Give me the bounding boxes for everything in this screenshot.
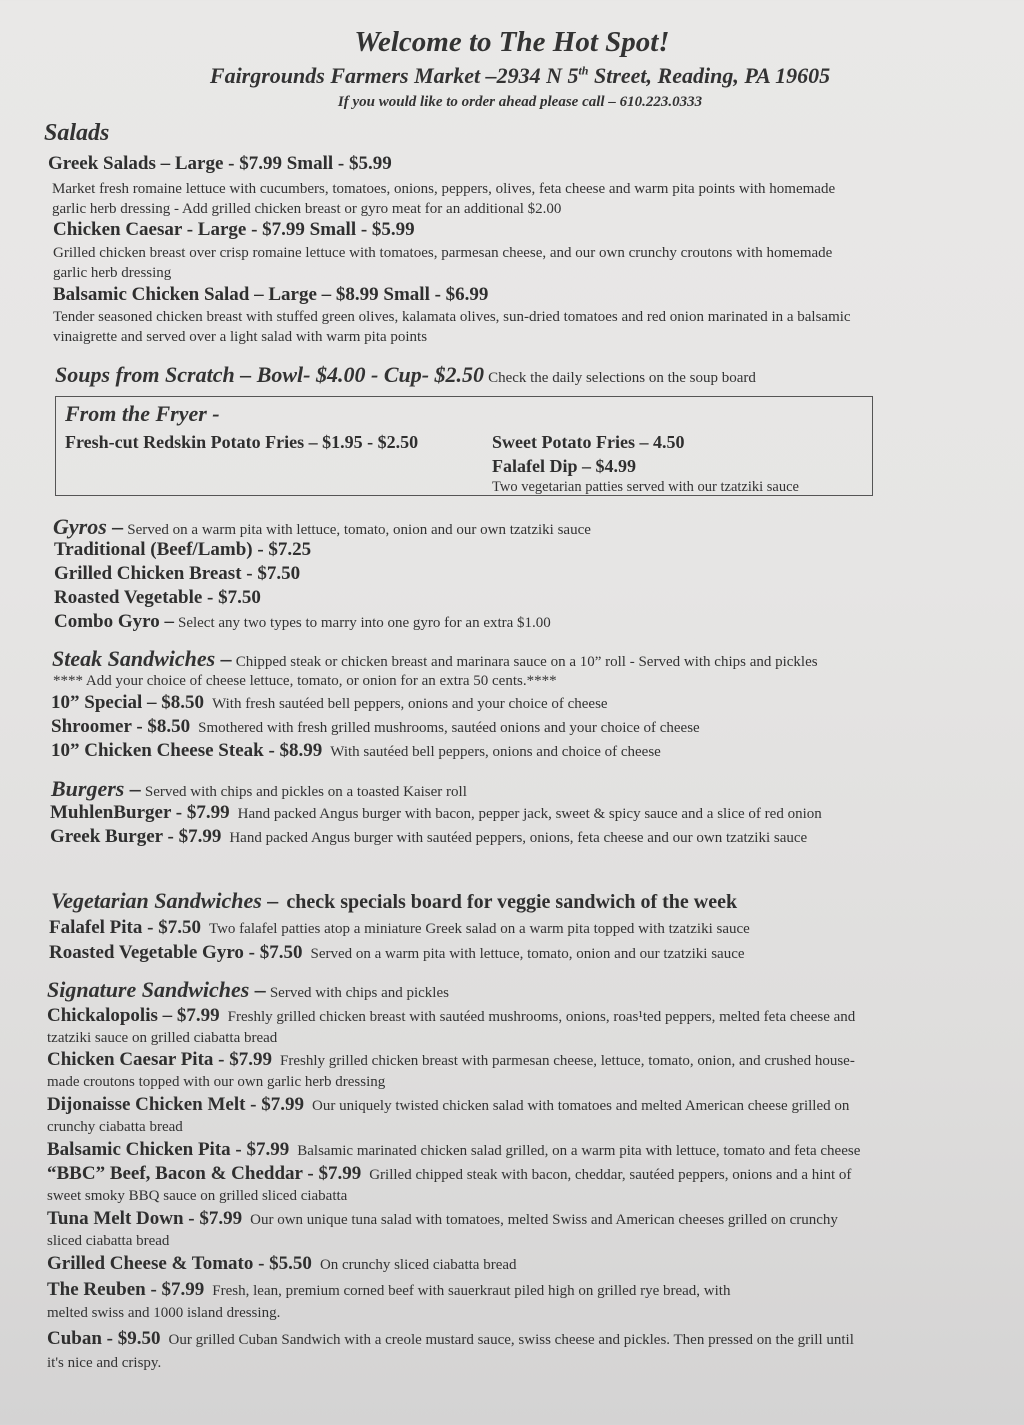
menu-item-balsamic-chicken-salad: Balsamic Chicken Salad – Large – $8.99 Small - $6.99 bbox=[53, 284, 489, 305]
menu-item-roasted-vegetable-gyro bbox=[49, 942, 745, 964]
item-name: 10” Special – $8.50 bbox=[51, 692, 205, 713]
item-desc: Our grilled Cuban Sandwich with a creole mustard sauce, swiss cheese and pickles. Then pressed on the grill until bbox=[168, 1332, 854, 1348]
fryer-heading: From the Fryer - bbox=[65, 401, 220, 426]
menu-item-grilled-cheese-tomato bbox=[47, 1253, 517, 1275]
item-desc: With sautéed bell peppers, onions and choice of cheese bbox=[330, 744, 661, 760]
soups-desc: Check the daily selections on the soup board bbox=[488, 370, 756, 386]
burgers-heading: Burgers – bbox=[51, 776, 141, 801]
item-name: Shroomer - $8.50 bbox=[51, 716, 191, 737]
item-name: “BBC” Beef, Bacon & Cheddar - $7.99 bbox=[47, 1163, 362, 1184]
item-desc: Balsamic marinated chicken salad grilled, on a warm pita with lettuce, tomato and feta cheese bbox=[297, 1143, 861, 1159]
item-name: Cuban - $9.50 bbox=[47, 1328, 161, 1349]
item-name: Combo Gyro – bbox=[54, 611, 174, 632]
menu-item-bbc-sandwich bbox=[47, 1163, 851, 1185]
menu-item-chicken-gyro: Grilled Chicken Breast - $7.50 bbox=[54, 563, 301, 584]
item-desc: Select any two types to marry into one gyro for an extra $1.00 bbox=[177, 615, 551, 631]
menu-item-shroomer bbox=[51, 716, 700, 738]
item-desc: Smothered with fresh grilled mushrooms, sautéed onions and your choice of cheese bbox=[198, 720, 700, 736]
item-desc: crunchy ciabatta bread bbox=[47, 1119, 183, 1135]
menu-item-falafel-pita bbox=[49, 917, 750, 939]
item-desc: Hand packed Angus burger with bacon, pepper jack, sweet & spicy sauce and a slice of red onion bbox=[237, 806, 822, 822]
item-name: Tuna Melt Down - $7.99 bbox=[47, 1208, 243, 1229]
item-desc: With fresh sautéed bell peppers, onions and your choice of cheese bbox=[212, 696, 608, 712]
address-sup: th bbox=[578, 63, 589, 78]
item-desc: Grilled chicken breast over crisp romaine lettuce with tomatoes, parmesan cheese, and our own crunchy croutons with homemade bbox=[53, 245, 833, 261]
menu-item-10-special bbox=[51, 692, 608, 714]
menu-item-dijonaisse-chicken-melt bbox=[47, 1094, 849, 1116]
menu-item-redskin-fries: Fresh-cut Redskin Potato Fries – $1.95 - $2.50 bbox=[65, 432, 419, 452]
gyros-desc: Served on a warm pita with lettuce, tomato, onion and our own tzatziki sauce bbox=[127, 522, 591, 538]
item-name: MuhlenBurger - $7.99 bbox=[50, 802, 230, 823]
item-desc: Freshly grilled chicken breast with sautéed mushrooms, onions, roas¹ted peppers, melted feta cheese and bbox=[227, 1009, 856, 1025]
signature-heading-line bbox=[47, 977, 449, 1003]
menu-item-greek-burger bbox=[50, 826, 807, 848]
steak-note: **** Add your choice of cheese lettuce, tomato, or onion for an extra 50 cents.**** bbox=[53, 673, 557, 689]
menu-item-muhlenburger bbox=[50, 802, 822, 824]
item-desc: made croutons topped with our own garlic herb dressing bbox=[47, 1074, 386, 1090]
item-desc: vinaigrette and served over a light salad with warm pita points bbox=[53, 329, 428, 345]
steak-heading: Steak Sandwiches – bbox=[52, 646, 232, 671]
item-name: 10” Chicken Cheese Steak - $8.99 bbox=[51, 740, 323, 761]
item-desc: Market fresh romaine lettuce with cucumbers, tomatoes, onions, peppers, olives, feta cheese and warm pita points with homemade bbox=[52, 181, 836, 197]
item-name: Roasted Vegetable Gyro - $7.50 bbox=[49, 942, 303, 963]
menu-item-combo-gyro bbox=[54, 611, 551, 633]
item-desc: Served on a warm pita with lettuce, tomato, onion and our tzatziki sauce bbox=[310, 946, 745, 962]
item-desc: garlic herb dressing - Add grilled chicken breast or gyro meat for an additional $2.00 bbox=[52, 201, 562, 217]
menu-item-traditional-gyro: Traditional (Beef/Lamb) - $7.25 bbox=[54, 539, 312, 560]
menu-item-balsamic-chicken-pita bbox=[47, 1139, 860, 1161]
menu-item-tuna-melt-down bbox=[47, 1208, 838, 1230]
item-name: The Reuben - $7.99 bbox=[47, 1279, 205, 1300]
vegetarian-desc: check specials board for veggie sandwich of the week bbox=[286, 891, 738, 913]
item-name: Greek Burger - $7.99 bbox=[50, 826, 222, 847]
item-name: Falafel Pita - $7.50 bbox=[49, 917, 201, 938]
item-desc: Freshly grilled chicken breast with parmesan cheese, lettuce, tomato, onion, and crushed house- bbox=[280, 1053, 855, 1069]
burgers-heading-line bbox=[51, 776, 467, 802]
menu-item-cuban bbox=[47, 1328, 854, 1350]
item-desc: tzatziki sauce on grilled ciabatta bread bbox=[47, 1030, 278, 1046]
item-desc: sliced ciabatta bread bbox=[47, 1233, 170, 1249]
address-line bbox=[0, 63, 1024, 89]
address-prefix: Fairgrounds Farmers Market –2934 N 5 bbox=[209, 63, 579, 88]
soups-line bbox=[55, 362, 756, 388]
item-desc: Grilled chipped steak with bacon, cheddar, sautéed peppers, onions and a hint of bbox=[369, 1167, 852, 1183]
item-desc: Two vegetarian patties served with our tzatziki sauce bbox=[492, 479, 799, 495]
order-ahead-line: If you would like to order ahead please call – 610.223.0333 bbox=[337, 94, 703, 110]
item-name: Dijonaisse Chicken Melt - $7.99 bbox=[47, 1094, 305, 1115]
menu-item-reuben bbox=[47, 1279, 730, 1301]
menu-item-greek-salad: Greek Salads – Large - $7.99 Small - $5.99 bbox=[48, 153, 392, 174]
item-name: Chicken Caesar Pita - $7.99 bbox=[47, 1049, 272, 1070]
gyros-heading-line bbox=[53, 514, 591, 540]
vegetarian-heading: Vegetarian Sandwiches – bbox=[51, 888, 279, 913]
item-desc: melted swiss and 1000 island dressing. bbox=[47, 1305, 281, 1321]
item-desc: Two falafel patties atop a miniature Greek salad on a warm pita topped with tzatziki sauce bbox=[208, 921, 750, 937]
item-desc: Hand packed Angus burger with sautéed peppers, onions, feta cheese and our own tzatziki sauce bbox=[229, 830, 808, 846]
gyros-heading: Gyros – bbox=[53, 514, 124, 539]
menu-item-sweet-potato-fries: Sweet Potato Fries – 4.50 bbox=[492, 432, 685, 452]
steak-desc: Chipped steak or chicken breast and marinara sauce on a 10” roll - Served with chips and pickles bbox=[235, 654, 818, 670]
item-name: Balsamic Chicken Pita - $7.99 bbox=[47, 1139, 290, 1160]
signature-desc: Served with chips and pickles bbox=[269, 985, 449, 1001]
item-desc: it's nice and crispy. bbox=[47, 1355, 162, 1371]
menu-item-vegetable-gyro: Roasted Vegetable - $7.50 bbox=[54, 587, 261, 608]
soups-heading: Soups from Scratch – Bowl- $4.00 - Cup- $2.50 bbox=[55, 362, 485, 387]
item-desc: Fresh, lean, premium corned beef with sauerkraut piled high on grilled rye bread, with bbox=[212, 1283, 731, 1299]
vegetarian-heading-line bbox=[51, 888, 737, 914]
steak-heading-line bbox=[52, 646, 818, 672]
menu-item-falafel-dip: Falafel Dip – $4.99 bbox=[492, 456, 636, 476]
menu-title: Welcome to The Hot Spot! bbox=[354, 26, 670, 58]
signature-heading: Signature Sandwiches – bbox=[47, 977, 266, 1002]
menu-item-chicken-caesar: Chicken Caesar - Large - $7.99 Small - $5.99 bbox=[53, 219, 415, 240]
item-desc: Tender seasoned chicken breast with stuffed green olives, kalamata olives, sun-dried tomatoes and red onion marinated in a balsamic bbox=[53, 309, 851, 325]
burgers-desc: Served with chips and pickles on a toasted Kaiser roll bbox=[144, 784, 467, 800]
item-desc: On crunchy sliced ciabatta bread bbox=[319, 1257, 517, 1273]
menu-item-chicken-cheese-steak bbox=[51, 740, 661, 762]
salads-heading: Salads bbox=[44, 120, 110, 146]
item-name: Grilled Cheese & Tomato - $5.50 bbox=[47, 1253, 312, 1274]
item-name: Chickalopolis – $7.99 bbox=[47, 1005, 220, 1026]
menu-item-chicken-caesar-pita bbox=[47, 1049, 855, 1071]
item-desc: garlic herb dressing bbox=[53, 265, 172, 281]
address-suffix: Street, Reading, PA 19605 bbox=[588, 63, 831, 88]
item-desc: sweet smoky BBQ sauce on grilled sliced ciabatta bbox=[47, 1188, 348, 1204]
menu-item-chickalopolis bbox=[47, 1005, 855, 1027]
item-desc: Our own unique tuna salad with tomatoes, melted Swiss and American cheeses grilled on crunchy bbox=[250, 1212, 838, 1228]
item-desc: Our uniquely twisted chicken salad with tomatoes and melted American cheese grilled on bbox=[312, 1098, 850, 1114]
